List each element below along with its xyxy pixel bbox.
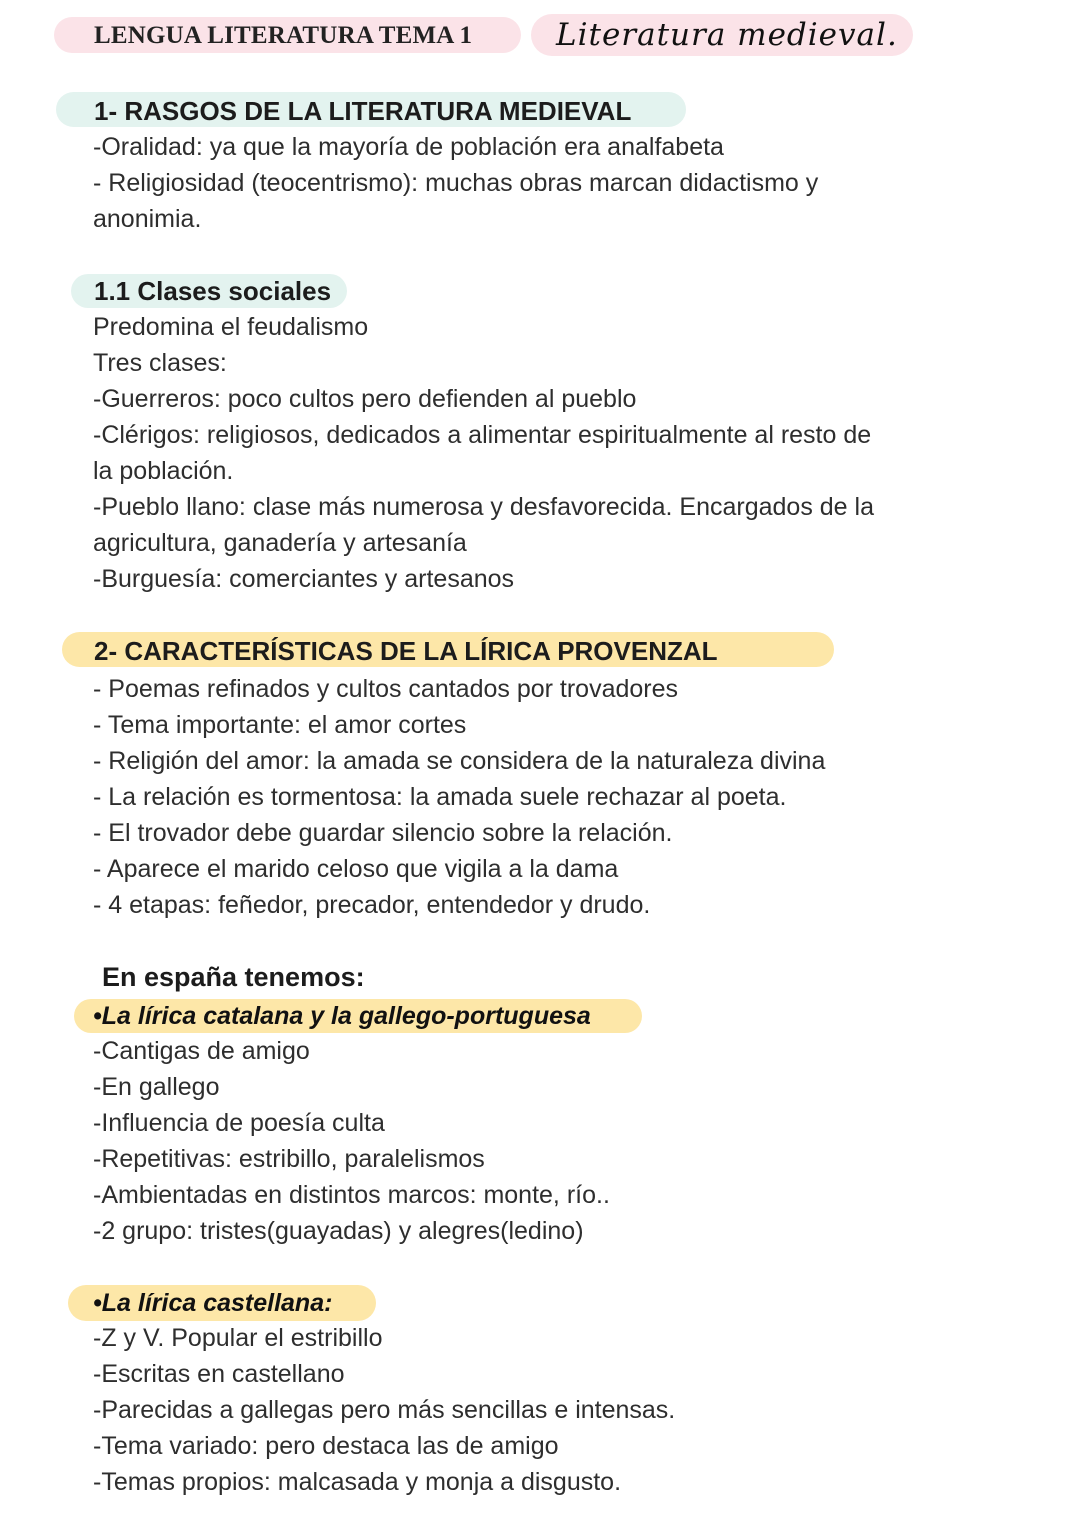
castellana-heading: •La lírica castellana: — [93, 1289, 333, 1317]
section2-line: - Aparece el marido celoso que vigila a la dama — [93, 855, 619, 883]
section2-line: - Tema importante: el amor cortes — [93, 711, 467, 739]
section2-line: - La relación es tormentosa: la amada suele rechazar al poeta. — [93, 783, 787, 811]
section1-1-line: -Pueblo llano: clase más numerosa y desfavorecida. Encargados de la — [93, 493, 874, 521]
section2-line: - El trovador debe guardar silencio sobre la relación. — [93, 819, 673, 847]
spain-heading: En españa tenemos: — [102, 962, 365, 992]
section2-line: - 4 etapas: feñedor, precador, entendedor y drudo. — [93, 891, 651, 919]
castellana-line: -Temas propios: malcasada y monja a disgusto. — [93, 1468, 622, 1496]
castellana-line: -Z y V. Popular el estribillo — [93, 1324, 383, 1352]
galaico-line: -Repetitivas: estribillo, paralelismos — [93, 1145, 485, 1173]
section1-1-line: la población. — [93, 457, 234, 485]
galaico-line: -Ambientadas en distintos marcos: monte, río.. — [93, 1181, 610, 1209]
castellana-line: -Escritas en castellano — [93, 1360, 345, 1388]
section2-heading: 2- CARACTERÍSTICAS DE LA LÍRICA PROVENZAL — [94, 636, 718, 666]
galaico-line: -Cantigas de amigo — [93, 1037, 310, 1065]
section2-line: - Religión del amor: la amada se considera de la naturaleza divina — [93, 747, 826, 775]
castellana-line: -Parecidas a gallegas pero más sencillas e intensas. — [93, 1396, 676, 1424]
page-title: LENGUA LITERATURA TEMA 1 — [94, 22, 473, 49]
section1-1-line: agricultura, ganadería y artesanía — [93, 529, 467, 557]
section1-line: anonimia. — [93, 205, 202, 233]
page-subtitle-handwritten: Literatura medieval. — [556, 17, 898, 53]
section1-1-line: Predomina el feudalismo — [93, 313, 369, 341]
galaico-line: -Influencia de poesía culta — [93, 1109, 385, 1137]
section1-line: - Religiosidad (teocentrismo): muchas obras marcan didactismo y — [93, 169, 819, 197]
section1-heading: 1- RASGOS DE LA LITERATURA MEDIEVAL — [94, 96, 632, 126]
section1-1-line: -Clérigos: religiosos, dedicados a alimentar espiritualmente al resto de — [93, 421, 872, 449]
section1-line: -Oralidad: ya que la mayoría de población era analfabeta — [93, 133, 724, 161]
section2-line: - Poemas refinados y cultos cantados por trovadores — [93, 675, 679, 703]
section1-1-line: -Guerreros: poco cultos pero defienden al pueblo — [93, 385, 637, 413]
section1-1-heading: 1.1 Clases sociales — [94, 276, 332, 306]
galaico-heading: •La lírica catalana y la gallego-portuguesa — [93, 1002, 591, 1030]
galaico-line: -2 grupo: tristes(guayadas) y alegres(ledino) — [93, 1217, 584, 1245]
galaico-line: -En gallego — [93, 1073, 220, 1101]
section1-1-line: Tres clases: — [93, 349, 227, 377]
castellana-line: -Tema variado: pero destaca las de amigo — [93, 1432, 559, 1460]
section1-1-line: -Burguesía: comerciantes y artesanos — [93, 565, 515, 593]
